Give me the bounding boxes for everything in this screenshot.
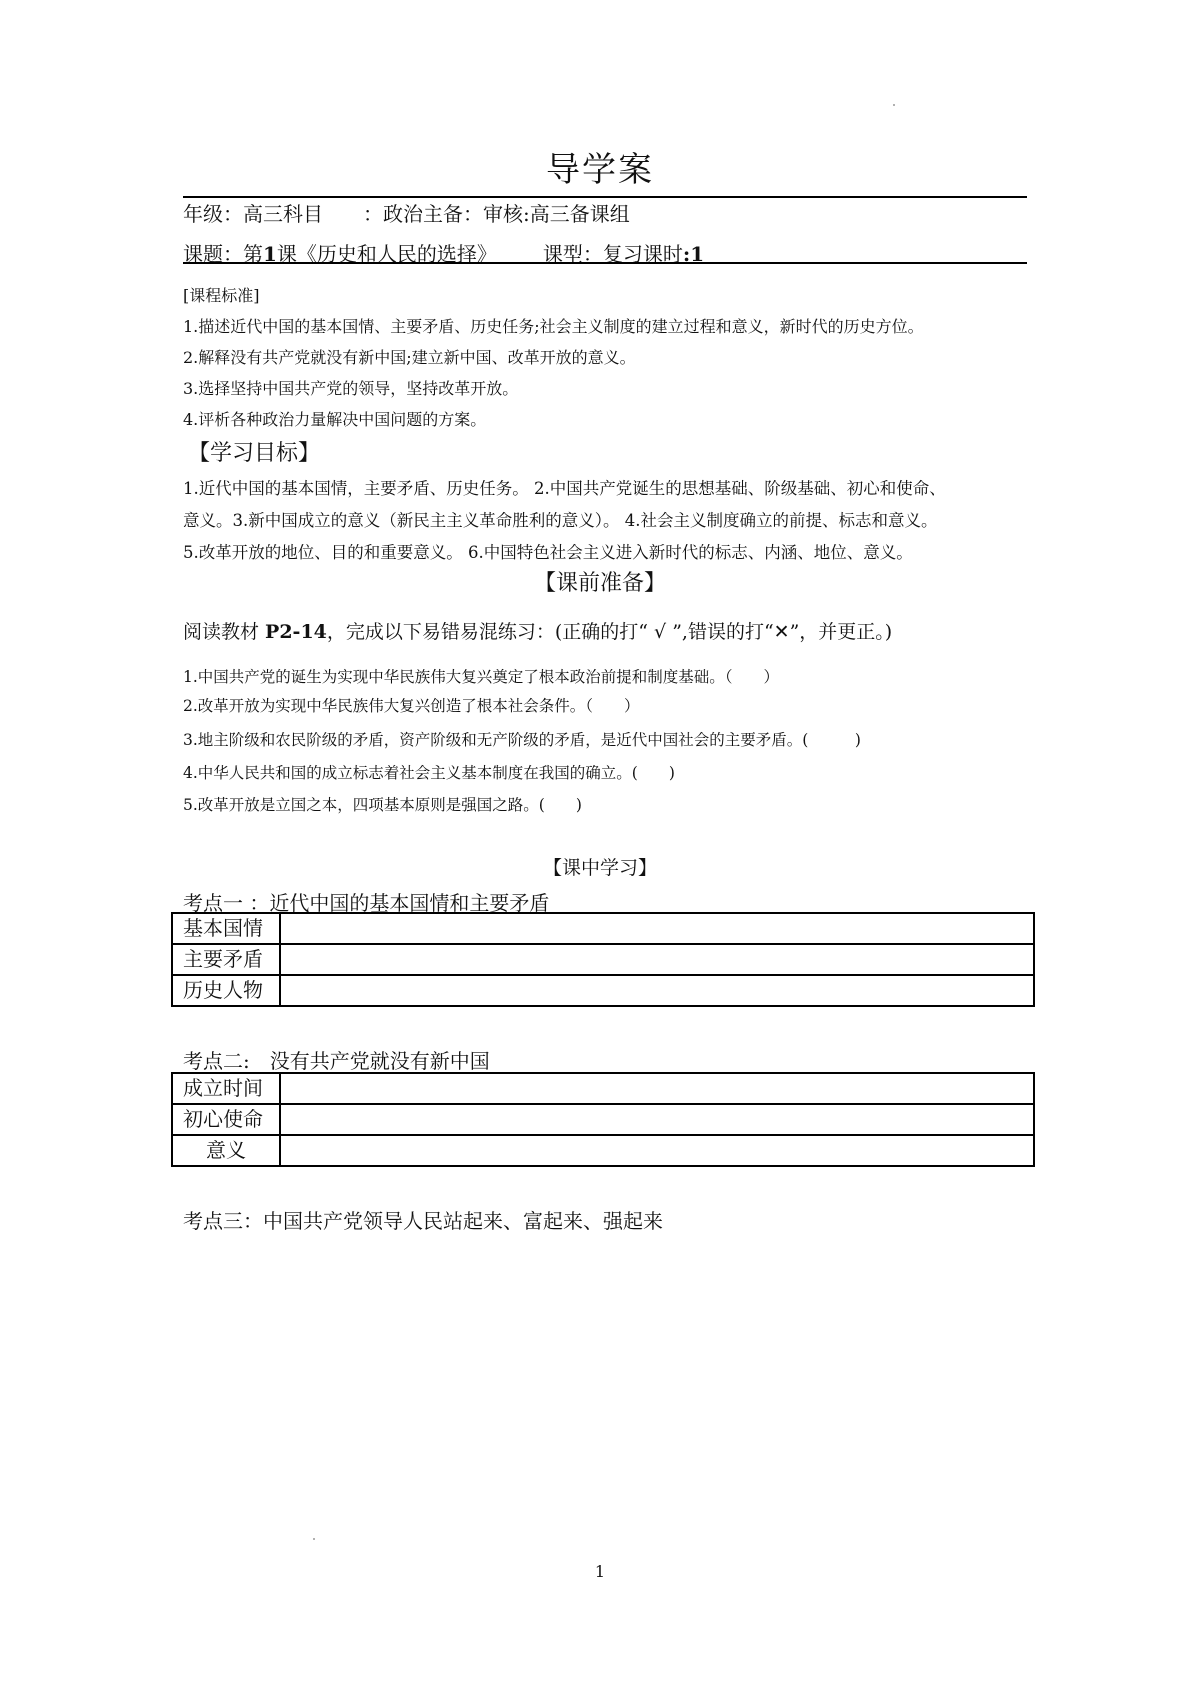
goal-line: 5.改革开放的地位、目的和重要意义。 6.中国特色社会主义进入新时代的标志、内涵、地位、意义。 [183,543,913,562]
row-label: 成立时间 [172,1073,280,1104]
prep-instruction-rest: ，完成以下易错易混练习：(正确的打“ √ ”,错误的打“✕”，并更正。) [326,621,893,643]
table-row [172,944,1034,975]
table-row [172,1135,1034,1166]
row-label: 历史人物 [172,975,280,1006]
table-row [172,975,1034,1006]
prep-instruction [183,617,892,644]
table-row [172,1104,1034,1135]
answer-cell[interactable] [280,1073,1034,1104]
page-title: 导学案 [546,150,654,190]
row-label: 意义 [172,1135,280,1166]
goals-heading: 【学习目标】 [188,441,321,466]
answer-cell[interactable] [280,913,1034,944]
lesson-hours: :1 [682,242,705,266]
answer-cell[interactable] [280,944,1034,975]
row-label: 初心使命 [172,1104,280,1135]
exercise-item: 5.改革开放是立国之本，四项基本原则是强国之路。( ) [183,796,582,814]
standard-item: 2.解释没有共产党就没有新中国;建立新中国、改革开放的意义。 [183,348,636,367]
scan-speck [893,104,895,106]
standard-item: 3.选择坚持中国共产党的领导，坚持改革开放。 [183,379,519,398]
point2-table [171,1072,1035,1167]
lesson-title: 课《历史和人民的选择》 [276,242,497,266]
header-rule-bottom [183,262,1027,264]
exercise-item: 3.地主阶级和农民阶级的矛盾，资产阶级和无产阶级的矛盾，是近代中国社会的主要矛盾。( ) [183,731,861,749]
answer-cell[interactable] [280,1135,1034,1166]
class-study-heading: 【课中学习】 [542,857,657,879]
goal-line: 1.近代中国的基本国情，主要矛盾、历史任务。 2.中国共产党诞生的思想基础、阶级基础、初心和使命、 [183,479,946,498]
goal-line: 意义。3.新中国成立的意义（新民主主义革命胜利的意义）。 4.社会主义制度确立的前提、标志和意义。 [183,511,938,530]
page-number: 1 [594,1562,606,1581]
prep-heading: 【课前准备】 [533,571,666,596]
lesson-number: 1 [263,242,277,266]
exercise-item: 2.改革开放为实现中华民族伟大复兴创造了根本社会条件。（ ） [183,697,640,715]
standards-heading: [课程标准] [183,286,260,305]
answer-cell[interactable] [280,1104,1034,1135]
prep-pages: P2-14 [265,621,327,643]
point2-title: 考点二: 没有共产党就没有新中国 [183,1049,490,1073]
scan-speck [313,1538,315,1540]
point3-title: 考点三：中国共产党领导人民站起来、富起来、强起来 [183,1209,663,1233]
lesson-label: 课题：第 [183,242,263,266]
answer-cell[interactable] [280,975,1034,1006]
exercise-item: 4.中华人民共和国的成立标志着社会主义基本制度在我国的确立。( ) [183,764,675,782]
standard-item: 1.描述近代中国的基本国情、主要矛盾、历史任务;社会主义制度的建立过程和意义，新时代的历史方位。 [183,317,924,336]
prep-instruction-lead: 阅读教材 [183,621,266,643]
point1-title: 考点一 ：近代中国的基本国情和主要矛盾 [183,891,550,915]
meta-line-grade: 年级：高三科目 ：政治主备：审核:高三备课组 [183,202,630,226]
table-row [172,913,1034,944]
standard-item: 4.评析各种政治力量解决中国问题的方案。 [183,410,487,429]
exercise-item: 1.中国共产党的诞生为实现中华民族伟大复兴奠定了根本政治前提和制度基础。（ ） [183,668,780,686]
header-rule-top [183,196,1027,198]
table-row [172,1073,1034,1104]
row-label: 主要矛盾 [172,944,280,975]
row-label: 基本国情 [172,913,280,944]
point1-table [171,912,1035,1007]
lesson-type: 课型：复习课时 [542,242,683,266]
